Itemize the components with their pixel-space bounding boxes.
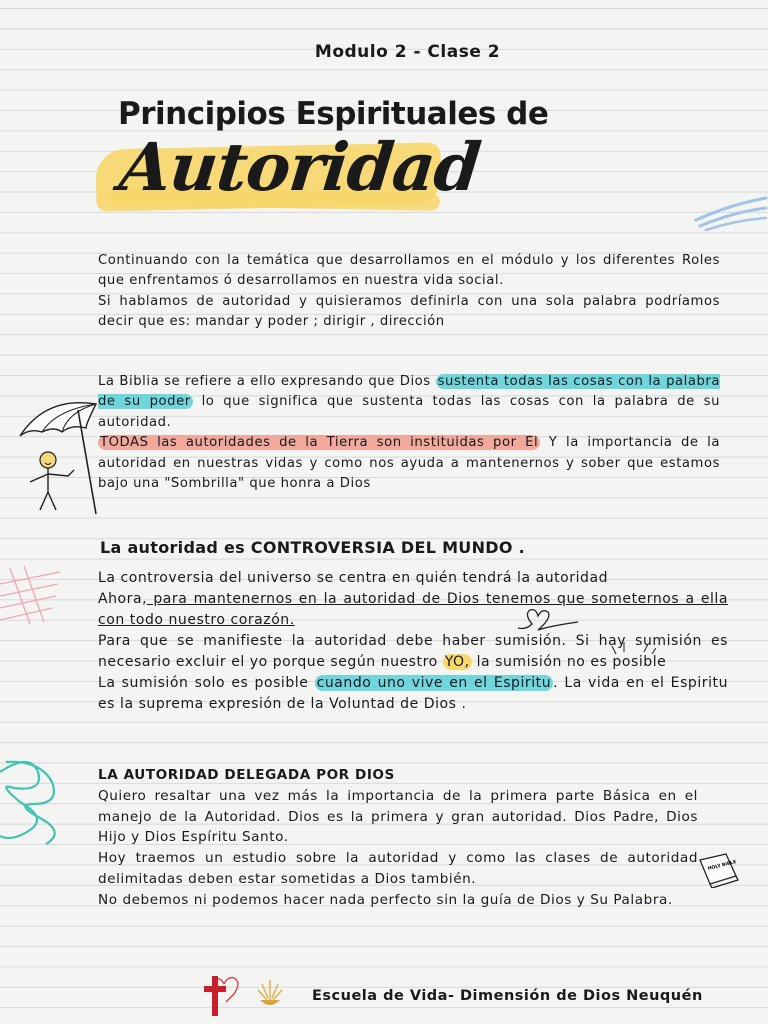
bible-text-after: lo que significa que sustenta todas las cosas con la palabra de su autoridad. bbox=[98, 394, 720, 430]
intro-paragraph-2: Si hablamos de autoridad y quisieramos definirla con una sola palabra podríamos decir que es: mandar y poder ; dirigir , dirección bbox=[98, 293, 720, 330]
bible-paragraph bbox=[98, 372, 720, 433]
teal-scribble-decor bbox=[0, 752, 70, 848]
bible-text-before: La Biblia se refiere a ello expresando que Dios bbox=[98, 374, 436, 389]
espiritu-before: La sumisión solo es posible bbox=[98, 675, 315, 691]
espiritu-highlight: cuando uno vive en el Espiritu bbox=[316, 675, 552, 691]
bible-section bbox=[98, 372, 720, 494]
title-line1: Principios Espirituales de bbox=[118, 96, 549, 132]
umbrella-stick-figure-illustration bbox=[16, 394, 112, 516]
title-line2: Autoridad bbox=[115, 128, 484, 206]
lamp-logo-icon bbox=[254, 976, 286, 1012]
intro-paragraph-1: Continuando con la temática que desarrollamos en el módulo y los diferentes Roles que enfrentamos ó desarrollamos en nuestra vida social. bbox=[98, 253, 720, 289]
todas-paragraph bbox=[98, 433, 720, 494]
espiritu-paragraph bbox=[98, 673, 728, 715]
section3-body bbox=[98, 765, 698, 911]
ahora-prefix: Ahora, bbox=[98, 591, 148, 607]
blue-brush-strokes-decor bbox=[692, 190, 768, 232]
bible-book-label: HOLY BIBLE bbox=[707, 859, 737, 872]
todas-text-after: Y la importancia de la autoridad en nuestras vidas y como nos ayuda a mantenernos y sober que estamos bajo una "Sombrilla" que honra a Dios bbox=[98, 435, 720, 492]
sumision-before: Para que se manifieste la autoridad debe haber sumisión. Si hay sumisión es necesario excluir el yo porque según nuestro bbox=[98, 633, 728, 670]
todas-highlight: TODAS las autoridades de la Tierra son instituidas por El bbox=[100, 435, 539, 451]
sparkle-marks-icon bbox=[610, 640, 658, 658]
section3-paragraph-1: Quiero resaltar una vez más la importancia de la primera parte Básica en el manejo de la Autoridad. Dios es la primera y gran autoridad. Dios Padre, Dios Hijo y Dios Espíritu Santo. bbox=[98, 787, 698, 846]
module-header: Modulo 2 - Clase 2 bbox=[314, 42, 501, 62]
ahora-paragraph bbox=[98, 589, 728, 631]
cross-heart-logo-icon bbox=[202, 972, 246, 1018]
yo-highlight: YO, bbox=[444, 654, 470, 670]
controversia-line: La controversia del universo se centra en quién tendrá la autoridad bbox=[98, 570, 609, 586]
section3-paragraph-2: Hoy traemos un estudio sobre la autoridad y como las clases de autoridad delimitadas deben estar sometidas a Dios también. bbox=[98, 850, 698, 887]
section2-heading: La autoridad es CONTROVERSIA DEL MUNDO . bbox=[100, 538, 525, 557]
pink-hatch-decor bbox=[0, 566, 62, 626]
holy-bible-book-icon bbox=[696, 852, 740, 888]
heart-doodle-icon bbox=[516, 604, 580, 634]
espiritu-after: . La vida en el Espiritu es la suprema expresión de la Voluntad de Dios . bbox=[98, 675, 729, 712]
sumision-after: la sumisión no es posible bbox=[471, 654, 667, 670]
section3-heading: LA AUTORIDAD DELEGADA POR DIOS bbox=[98, 767, 395, 783]
intro-section bbox=[98, 251, 720, 333]
bible-highlight: sustenta todas las cosas con la palabra de su poder bbox=[98, 374, 720, 410]
section3-paragraph-3: No debemos ni podemos hacer nada perfecto sin la guía de Dios y Su Palabra. bbox=[98, 891, 673, 908]
ahora-underlined: para mantenernos en la autoridad de Dios tenemos que someternos a ella con todo nuestro corazón. bbox=[98, 591, 728, 628]
footer-text: Escuela de Vida- Dimensión de Dios Neuquén bbox=[312, 988, 703, 1004]
